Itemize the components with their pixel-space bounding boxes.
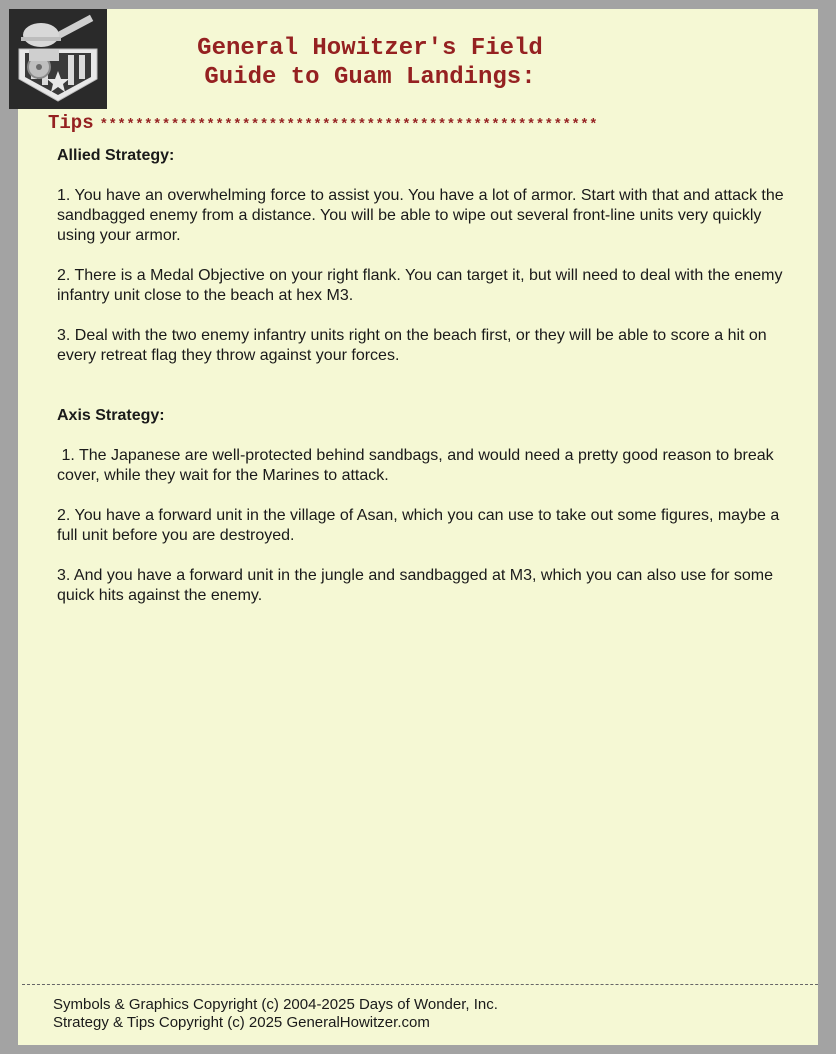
axis-item-2: 2. You have a forward unit in the village of Asan, which you can use to take out some figures, maybe a full unit before you are destroyed. — [57, 507, 780, 544]
title-line-1: General Howitzer's Field — [197, 35, 543, 62]
allied-item-1: 1. You have an overwhelming force to assist you. You have a lot of armor. Start with that and attack the sandbagged enemy from a distance. You will be able to wipe out several front-line units very quickly using your armor. — [57, 187, 784, 244]
footer — [53, 996, 793, 1032]
footer-copyright-graphics: Symbols & Graphics Copyright (c) 2004-2025 Days of Wonder, Inc. — [53, 996, 498, 1013]
footer-copyright-strategy: Strategy & Tips Copyright (c) 2025 GeneralHowitzer.com — [53, 1014, 430, 1031]
howitzer-logo-icon — [9, 9, 107, 109]
section-gap — [57, 386, 802, 406]
axis-item-3: 3. And you have a forward unit in the jungle and sandbagged at M3, which you can also use for some quick hits against the enemy. — [57, 567, 774, 604]
axis-item-1: 1. The Japanese are well-protected behind sandbags, and would need a pretty good reason to break cover, while they wait for the Marines to attack. — [57, 447, 779, 484]
footer-divider — [22, 984, 818, 985]
howitzer-logo — [9, 9, 107, 109]
allied-item-3: 3. Deal with the two enemy infantry units right on the beach first, or they will be able to score a hit on every retreat flag they throw against your forces. — [57, 327, 767, 364]
strategy-content — [57, 146, 802, 626]
left-frame — [9, 9, 18, 1045]
allied-item-2: 2. There is a Medal Objective on your right flank. You can target it, but will need to deal with the enemy infantry unit close to the beach at hex M3. — [57, 267, 783, 304]
right-frame — [818, 9, 827, 1045]
axis-heading: Axis Strategy: — [57, 407, 165, 424]
allied-heading: Allied Strategy: — [57, 147, 175, 164]
tips-header — [48, 112, 818, 134]
title-line-2: Guide to Guam Landings: — [204, 64, 536, 91]
page-title — [100, 34, 640, 92]
tips-stars: ******************************************************** — [99, 117, 599, 133]
tips-label: Tips — [48, 112, 94, 134]
